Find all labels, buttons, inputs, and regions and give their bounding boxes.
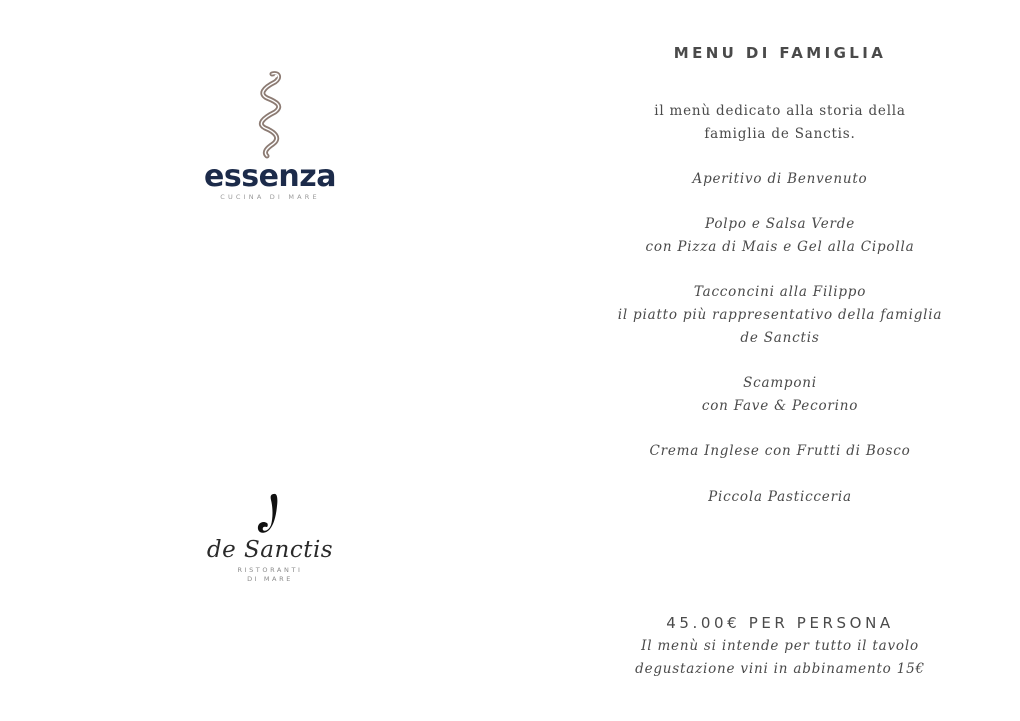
octopus-tentacle-icon	[250, 490, 290, 536]
seahorse-icon	[245, 68, 295, 160]
menu-note-wine: degustazione vini in abbinamento 15€	[635, 660, 925, 677]
course-item	[560, 372, 1000, 417]
course-item	[560, 213, 1000, 258]
course-description: con Fave & Pecorino	[701, 397, 859, 414]
menu-intro	[560, 100, 1000, 145]
de-sanctis-wordmark: de Sanctis	[206, 537, 334, 563]
course-name: Tacconcini alla Filippo	[693, 284, 867, 301]
course-name: Piccola Pasticceria	[708, 488, 852, 505]
course-item	[560, 486, 1000, 509]
course-name: Scamponi	[743, 375, 817, 392]
course-item	[560, 440, 1000, 463]
essenza-tagline: CUCINA DI MARE	[220, 193, 320, 201]
de-sanctis-tagline	[200, 566, 340, 583]
menu-notes	[560, 635, 1000, 680]
course-name: Polpo e Salsa Verde	[705, 216, 855, 233]
course-description: con Pizza di Mais e Gel alla Cipolla	[645, 239, 915, 256]
de-sanctis-tagline-line1: RISTORANTI	[237, 566, 303, 574]
menu-intro-line2: famiglia de Sanctis.	[704, 125, 856, 142]
course-description-cont: de Sanctis	[740, 329, 820, 346]
course-list	[560, 168, 1000, 531]
de-sanctis-tagline-line2: DI MARE	[247, 574, 293, 583]
menu-note-table: Il menù si intende per tutto il tavolo	[641, 638, 919, 654]
course-description: il piatto più rappresentativo della famiglia	[617, 307, 943, 324]
essenza-logo	[200, 68, 340, 203]
menu-intro-line1: il menù dedicato alla storia della	[654, 103, 906, 119]
course-item	[560, 168, 1000, 191]
essenza-wordmark: essenza	[204, 159, 336, 194]
de-sanctis-logo	[200, 490, 340, 600]
course-name: Crema Inglese con Frutti di Bosco	[649, 443, 911, 460]
menu-column	[560, 0, 1000, 721]
menu-price: 45.00€ PER PERSONA	[666, 614, 894, 632]
course-name: Aperitivo di Benvenuto	[692, 171, 868, 187]
course-item	[560, 281, 1000, 349]
menu-title: MENU DI FAMIGLIA	[673, 44, 887, 62]
